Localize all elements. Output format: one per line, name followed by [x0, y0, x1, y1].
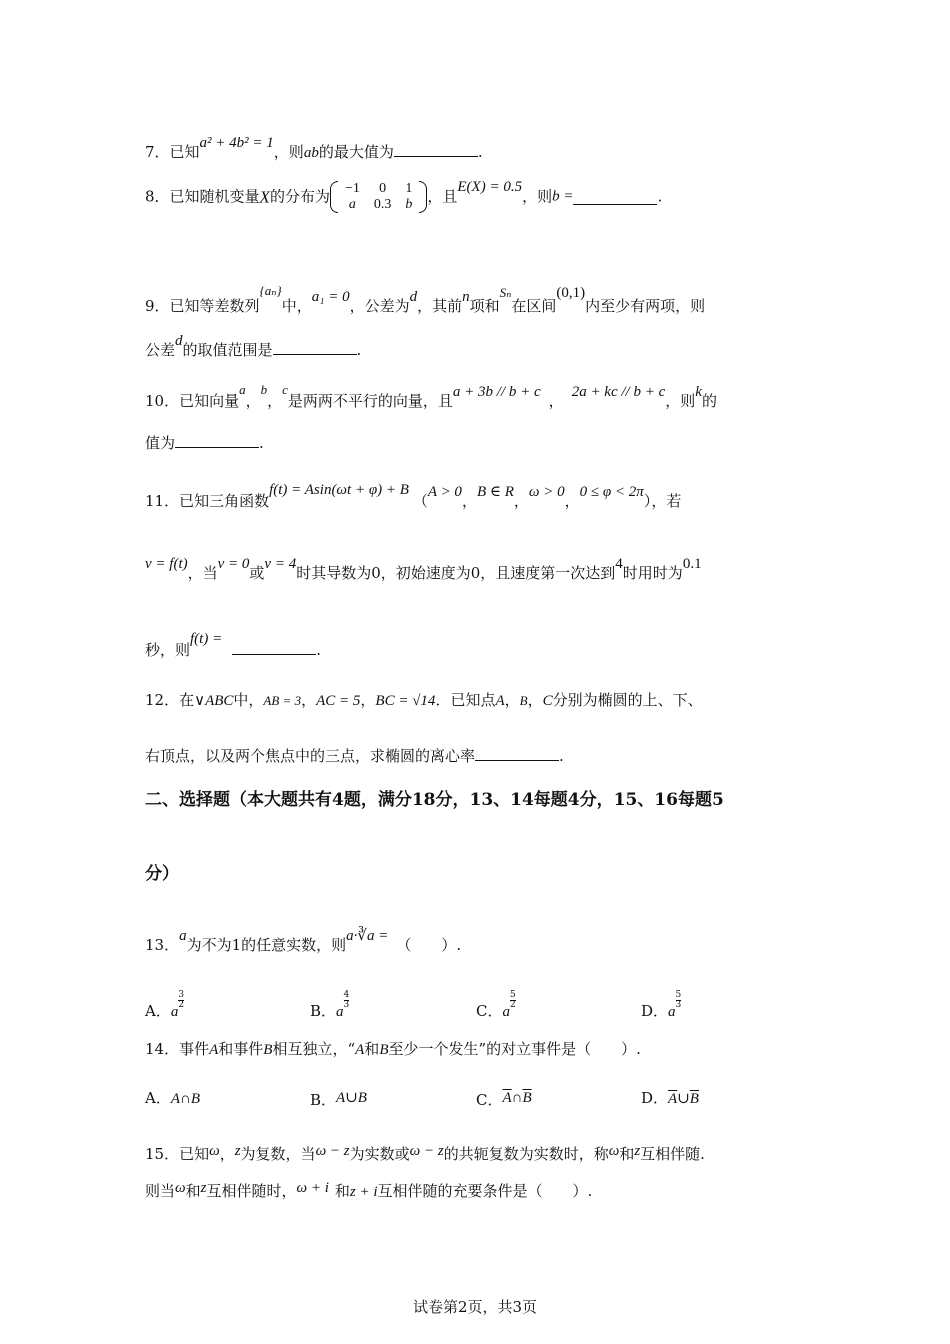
q13-option — [310, 991, 349, 1020]
option-label: D． — [641, 1002, 669, 1020]
q15-sep: ， — [219, 1145, 235, 1163]
q15-text-1: 为复数，当 — [240, 1145, 316, 1163]
option-expression: A∪B — [336, 1090, 367, 1106]
q15-text: 15．已知 — [145, 1145, 210, 1163]
q12-B: B — [519, 693, 528, 708]
q8-b-equals: b = — [552, 188, 574, 205]
q12-text-2: ．已知点 — [435, 691, 496, 709]
question-10-line-2 — [145, 433, 264, 451]
q9-d: d — [409, 289, 418, 305]
q12-AB: AB = 3 — [263, 693, 302, 708]
q11-answer-blank — [232, 640, 316, 655]
q9-interval: (0,1) — [556, 285, 586, 301]
q10-vec-b: b — [260, 382, 268, 397]
option-base: a — [336, 1004, 344, 1020]
q9-a1: a₁ = 0 — [311, 289, 350, 305]
option-label: B． — [310, 1002, 337, 1020]
q15-line2-text-d: 和 — [334, 1182, 350, 1200]
q15-omega: ω — [209, 1143, 220, 1159]
q11-cond-A: A > 0 — [427, 484, 462, 500]
q8-distribution-matrix — [330, 181, 427, 213]
question-15-line-2 — [145, 1181, 592, 1200]
option-label: C． — [476, 1091, 503, 1109]
q8-text-tail: ，则 — [522, 187, 553, 206]
question-11 — [145, 483, 681, 509]
option-base: a — [502, 1004, 510, 1020]
page-footer: 试卷第2页，共3页 — [412, 1298, 538, 1316]
matrix-cell: a — [348, 197, 356, 212]
q8-text: 8．已知随机变量 — [145, 187, 260, 206]
q9-text: 9．已知等差数列 — [145, 297, 260, 315]
q10-text: 10．已知向量 — [145, 392, 240, 410]
q15-z-plus-i: z + i — [349, 1184, 378, 1200]
q9-text-3: ，其前 — [417, 297, 463, 315]
q14-option — [476, 1091, 532, 1108]
q12-text-3: 分别为椭圆的上、下、 — [552, 691, 703, 709]
option-exponent: $\frac{5}{3}$ — [675, 990, 682, 1010]
q11-cond-phi: 0 ≤ φ < 2π — [579, 484, 644, 500]
q9-sequence: {aₙ} — [259, 283, 282, 298]
matrix-cell: 1 — [405, 181, 413, 196]
q7-ab: ab — [303, 145, 319, 161]
q13-text: 13． — [145, 936, 180, 954]
q9-text-1: 中， — [281, 297, 312, 315]
q12-comma-3: ， — [504, 691, 520, 709]
q10-text-2: ，则 — [665, 392, 696, 410]
q15-omega-plus-i: ω + i — [296, 1180, 329, 1196]
q14-text-1: 和事件 — [218, 1040, 264, 1058]
q15-omega-minus-z-2: ω − z — [409, 1143, 444, 1159]
q13-option — [641, 991, 681, 1020]
q11-comma-3: ， — [564, 492, 580, 510]
q13-a: a — [179, 928, 187, 944]
option-label: D． — [641, 1089, 669, 1107]
q12-C: C — [542, 693, 553, 709]
q15-text-4: 和 — [619, 1145, 635, 1163]
q8-text-mid: 的分布为 — [269, 187, 330, 206]
q11-comma-1: ， — [461, 492, 477, 510]
q8-text-cond: ，且 — [427, 187, 458, 206]
q12-line2-text: 右顶点，以及两个焦点中的三点，求椭圆的离心率 — [145, 747, 476, 765]
q12-end: . — [559, 747, 564, 765]
q10-vec-a: a — [239, 382, 246, 397]
q9-text-4: 项和 — [469, 297, 500, 315]
q11-v-eq-f: v = f(t) — [145, 556, 188, 572]
q11-line2-text-3: 时其导数为0，初始速度为0，且速度第一次达到 — [296, 564, 616, 582]
q12-comma-4: ， — [527, 691, 543, 709]
option-expression: A∩B — [170, 1091, 201, 1107]
question-13 — [145, 929, 461, 953]
question-12 — [145, 693, 703, 709]
question-14 — [145, 1042, 641, 1058]
q8-expectation: E(X) = 0.5 — [457, 179, 523, 195]
q7-expression: a² + 4b² = 1 — [199, 135, 274, 151]
q15-line2-text-a: 则当 — [145, 1182, 176, 1200]
q12-answer-blank — [475, 746, 559, 761]
q7-text: 7．已知 — [145, 143, 200, 161]
matrix-cell: 0 — [379, 181, 387, 196]
q12-AC: AC = 5 — [316, 693, 361, 709]
q12-comma-2: ， — [360, 691, 376, 709]
q9-text-6: 内至少有两项，则 — [585, 297, 706, 315]
q9-line2-d: d — [175, 333, 183, 349]
q11-line3-text: 秒，则 — [145, 641, 191, 659]
matrix-cell: 0.3 — [373, 197, 392, 212]
q15-line2-text-c: 互相伴随时， — [206, 1182, 297, 1200]
question-9-line-2 — [145, 334, 361, 358]
q14-text-4: 至少一个发生”的对立事件是（ ）. — [388, 1040, 641, 1058]
q12-text-1: 中， — [233, 691, 264, 709]
q8-X: X — [259, 187, 270, 207]
option-expression: $\overline{A}\cap\overline{B}$ — [502, 1090, 532, 1106]
q12-triangle: ∨ABC — [194, 693, 234, 709]
q15-z-2: z — [634, 1143, 641, 1159]
q13-expression: a·∛a = — [346, 928, 389, 944]
q11-paren-open: （ — [412, 492, 428, 510]
q11-v4: v = 4 — [264, 556, 297, 572]
q10-answer-blank — [175, 433, 259, 448]
q12-comma-1: ， — [301, 691, 317, 709]
q14-B2: B — [379, 1042, 389, 1058]
q7-answer-blank — [394, 142, 478, 157]
question-11-line-3 — [145, 632, 321, 658]
q14-text-2: 相互独立，“ — [272, 1040, 356, 1058]
q14-option — [641, 1091, 699, 1107]
q7-end: . — [477, 143, 483, 161]
section-heading-line-2: 分） — [145, 864, 179, 884]
question-15 — [145, 1144, 705, 1162]
q10-end: . — [259, 434, 264, 452]
q11-point-one: 0.1 — [682, 556, 702, 572]
q7-text-tail: 的最大值为 — [318, 143, 394, 161]
q15-line2-omega: ω — [175, 1180, 186, 1196]
q11-cond-B: B ∈ R — [476, 484, 514, 500]
option-exponent: $\frac{5}{2}$ — [509, 990, 516, 1010]
question-9 — [145, 284, 705, 314]
q10-k: k — [695, 384, 702, 400]
q14-A: A — [209, 1042, 219, 1058]
q11-v0: v = 0 — [217, 556, 250, 572]
q11-line2-text-2: 或 — [249, 564, 265, 582]
q15-omega-2: ω — [608, 1143, 620, 1159]
q11-f-eq: f(t) = — [190, 631, 223, 647]
q15-line2-text-b: 和 — [185, 1182, 201, 1200]
q15-text-3: 的共轭复数为实数时，称 — [443, 1145, 609, 1163]
question-7 — [145, 136, 483, 161]
option-exponent: $\frac{4}{3}$ — [343, 990, 350, 1010]
option-label: A． — [145, 1002, 171, 1020]
q14-B: B — [263, 1042, 273, 1058]
q14-option — [145, 1091, 200, 1107]
q15-text-5: 互相伴随. — [640, 1145, 705, 1163]
matrix-cell: b — [405, 197, 413, 212]
q8-end: . — [657, 187, 663, 206]
question-11-line-2 — [145, 557, 702, 581]
option-expression: $\overline{A}\cup\overline{B}$ — [668, 1091, 699, 1107]
q11-comma-2: ， — [513, 492, 529, 510]
q11-cond-omega: ω > 0 — [528, 484, 565, 500]
q14-text-3: 和 — [364, 1040, 380, 1058]
q10-condition-1: a + 3b // b + c — [452, 384, 541, 400]
q14-option — [310, 1091, 367, 1108]
q10-condition-2: 2a + kc // b + c — [571, 384, 666, 400]
option-exponent: $\frac{3}{2}$ — [178, 990, 185, 1010]
question-8 — [145, 180, 662, 213]
q10-vec-c: c — [282, 382, 288, 397]
q10-sep-3: ， — [548, 392, 564, 410]
q15-z: z — [234, 1143, 241, 1159]
q9-line2-text-a: 公差 — [145, 341, 176, 359]
q9-line2-text-b: 的取值范围是 — [182, 341, 273, 359]
q10-text-1: 是两两不平行的向量，且 — [287, 392, 453, 410]
q11-line2-text-4: 时用时为 — [622, 564, 683, 582]
q11-four: 4 — [615, 556, 623, 572]
q10-text-3: 的 — [701, 392, 717, 410]
q13-option — [476, 991, 516, 1020]
q9-answer-blank — [273, 340, 357, 355]
q12-BC: BC = √14 — [375, 693, 436, 709]
matrix-cell: −1 — [344, 181, 360, 196]
q14-A2: A — [355, 1042, 365, 1058]
question-10 — [145, 383, 717, 409]
q9-Sn: Sₙ — [499, 285, 512, 300]
question-12-line-2 — [145, 746, 564, 764]
q14-text: 14．事件 — [145, 1040, 210, 1058]
q9-end: . — [356, 341, 362, 359]
q12-text: 12．在 — [145, 691, 195, 709]
q11-end: . — [316, 641, 321, 659]
option-label: C． — [476, 1002, 503, 1020]
q9-text-5: 在区间 — [511, 297, 557, 315]
q13-tail: （ ）. — [396, 936, 462, 954]
q15-line2-text-e: 互相伴随的充要条件是（ ）. — [377, 1182, 593, 1200]
q15-omega-minus-z-1: ω − z — [315, 1143, 350, 1159]
q11-function: f(t) = Asin(ωt + φ) + B — [269, 482, 409, 498]
option-label: A． — [145, 1089, 171, 1107]
q9-text-2: ，公差为 — [349, 297, 410, 315]
q11-text: 11．已知三角函数 — [145, 492, 270, 510]
q13-text-1: 为不为1的任意实数，则 — [186, 936, 347, 954]
q8-answer-blank — [573, 190, 657, 205]
option-base: a — [170, 1004, 179, 1020]
q7-text-mid: ，则 — [273, 143, 304, 161]
section-heading: 二、选择题（本大题共有4题，满分18分，13、14每题4分，15、16每题5 — [145, 790, 724, 810]
option-base: a — [668, 1004, 676, 1020]
q11-line2-text-1: ，当 — [187, 564, 218, 582]
q10-line2-text: 值为 — [145, 434, 176, 452]
q11-paren-close: ），若 — [643, 492, 682, 510]
q10-sep-2: ， — [267, 392, 283, 410]
q10-sep-1: ， — [245, 392, 261, 410]
option-label: B． — [310, 1091, 337, 1109]
q13-option — [145, 991, 184, 1020]
q15-line2-z: z — [200, 1180, 207, 1196]
q9-n: n — [462, 289, 470, 305]
q12-A: A — [495, 693, 505, 709]
q15-text-2: 为实数或 — [349, 1145, 410, 1163]
